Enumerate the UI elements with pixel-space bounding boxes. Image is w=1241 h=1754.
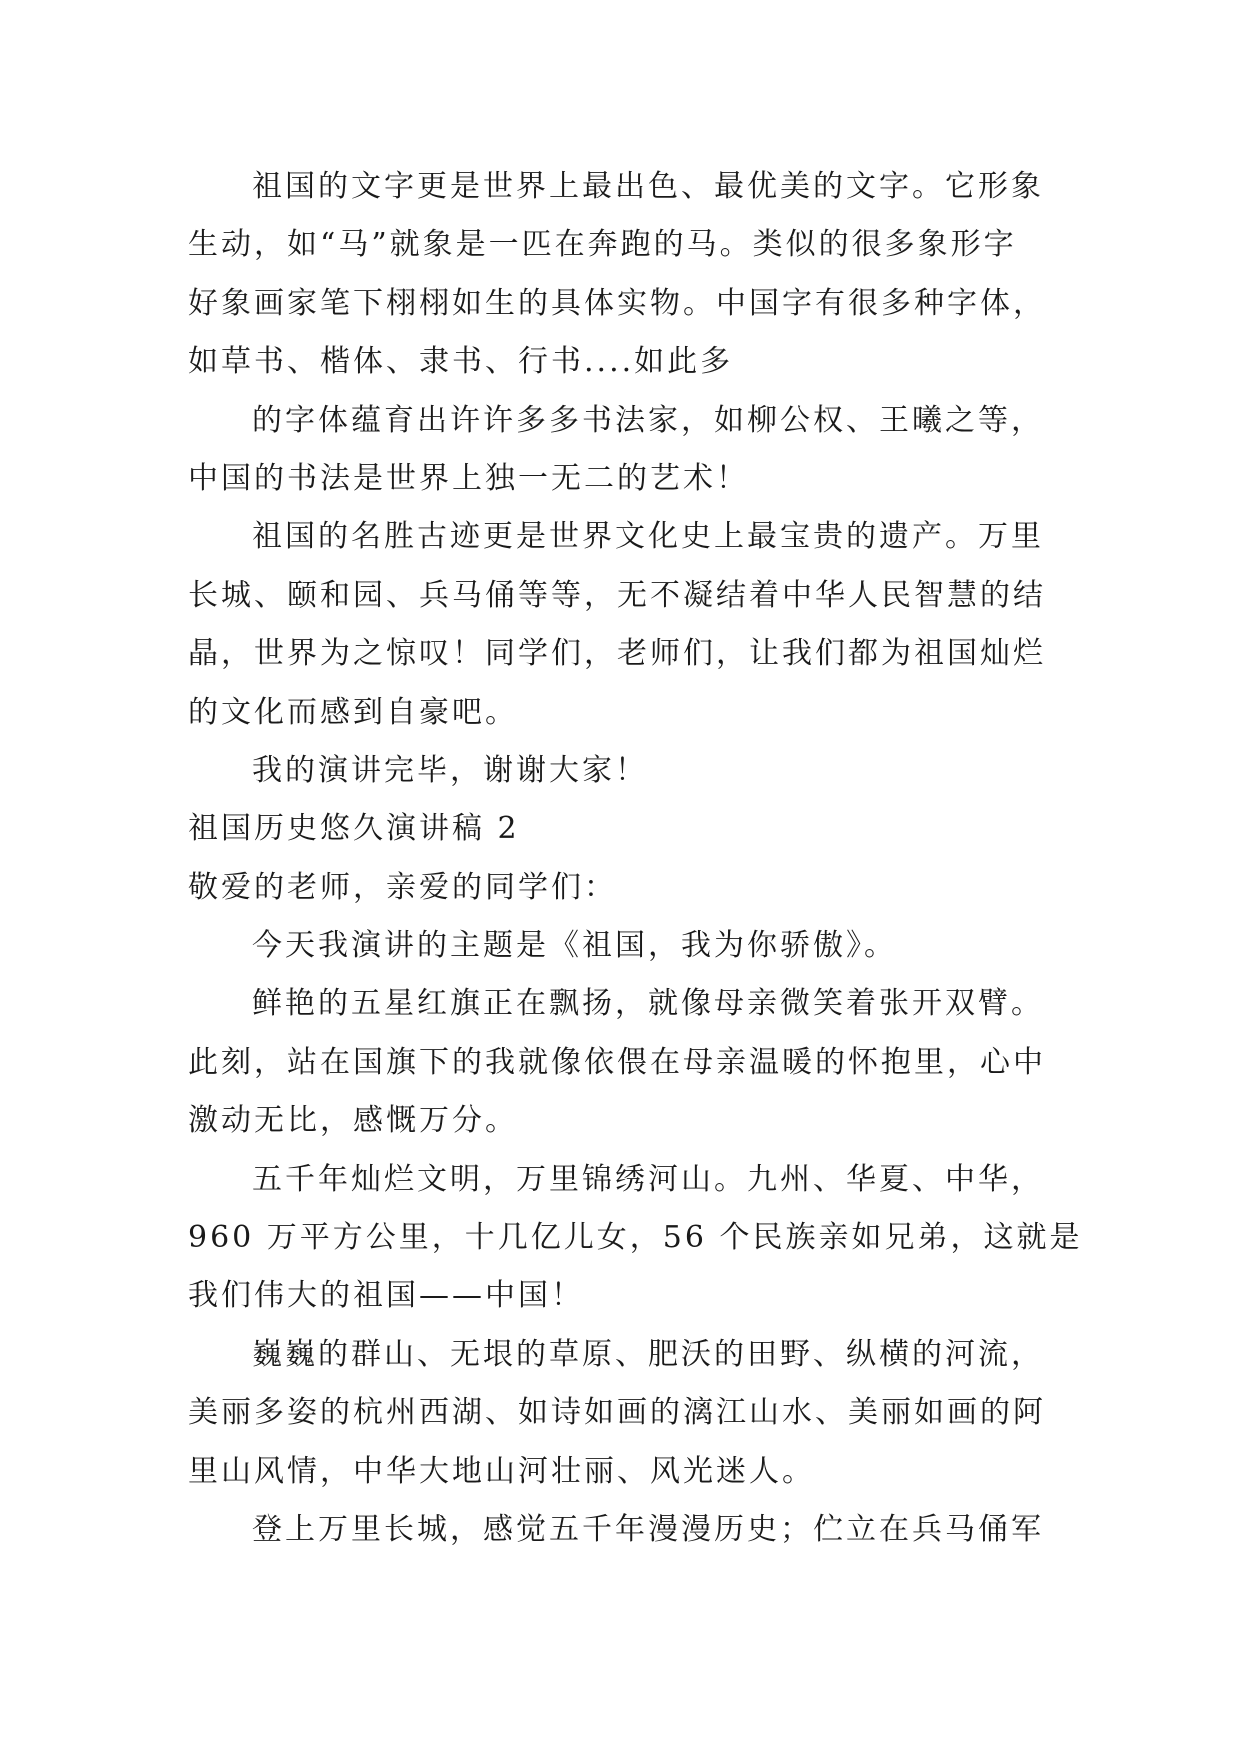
salutation: 敬爱的老师，亲爱的同学们： (188, 869, 617, 905)
text-line: 此刻，站在国旗下的我就像依偎在母亲温暖的怀抱里，心中 (188, 1044, 1046, 1080)
document-body (188, 158, 1083, 1559)
text-line: 激动无比，感慨万分。 (188, 1103, 518, 1139)
text-line: 巍巍的群山、无垠的草原、肥沃的田野、纵横的河流， (252, 1336, 1044, 1372)
text-line: 我的演讲完毕，谢谢大家！ (252, 752, 648, 788)
text-line: 登上万里长城，感觉五千年漫漫历史；伫立在兵马俑军 (252, 1511, 1044, 1547)
text-line: 的字体蕴育出许许多多书法家，如柳公权、王曦之等， (252, 402, 1044, 438)
text-line: 生动，如“马”就象是一匹在奔跑的马。类似的很多象形字 (188, 227, 1017, 263)
text-line: 我们伟大的祖国——中国！ (188, 1278, 584, 1314)
text-line: 里山风情，中华大地山河壮丽、风光迷人。 (188, 1453, 815, 1489)
text-line: 960 万平方公里，十几亿儿女，56 个民族亲如兄弟，这就是 (188, 1220, 1083, 1256)
section-title: 祖国历史悠久演讲稿 2 (188, 811, 520, 847)
text-line: 美丽多姿的杭州西湖、如诗如画的漓江山水、美丽如画的阿 (188, 1395, 1046, 1431)
text-line: 如草书、楷体、隶书、行书....如此多 (188, 344, 734, 380)
text-line: 的文化而感到自豪吧。 (188, 694, 518, 730)
text-line: 祖国的名胜古迹更是世界文化史上最宝贵的遗产。万里 (252, 519, 1044, 555)
text-line: 长城、颐和园、兵马俑等等，无不凝结着中华人民智慧的结 (188, 577, 1046, 613)
text-line: 祖国的文字更是世界上最出色、最优美的文字。它形象 (252, 169, 1044, 204)
text-line: 今天我演讲的主题是《祖国，我为你骄傲》。 (252, 928, 897, 964)
text-line: 鲜艳的五星红旗正在飘扬，就像母亲微笑着张开双臂。 (252, 986, 1044, 1022)
text-line: 晶，世界为之惊叹！同学们，老师们，让我们都为祖国灿烂 (188, 636, 1046, 672)
text-line: 中国的书法是世界上独一无二的艺术！ (188, 460, 749, 496)
text-line: 五千年灿烂文明，万里锦绣河山。九州、华夏、中华， (252, 1161, 1044, 1197)
text-line: 好象画家笔下栩栩如生的具体实物。中国字有很多种字体， (188, 285, 1046, 321)
